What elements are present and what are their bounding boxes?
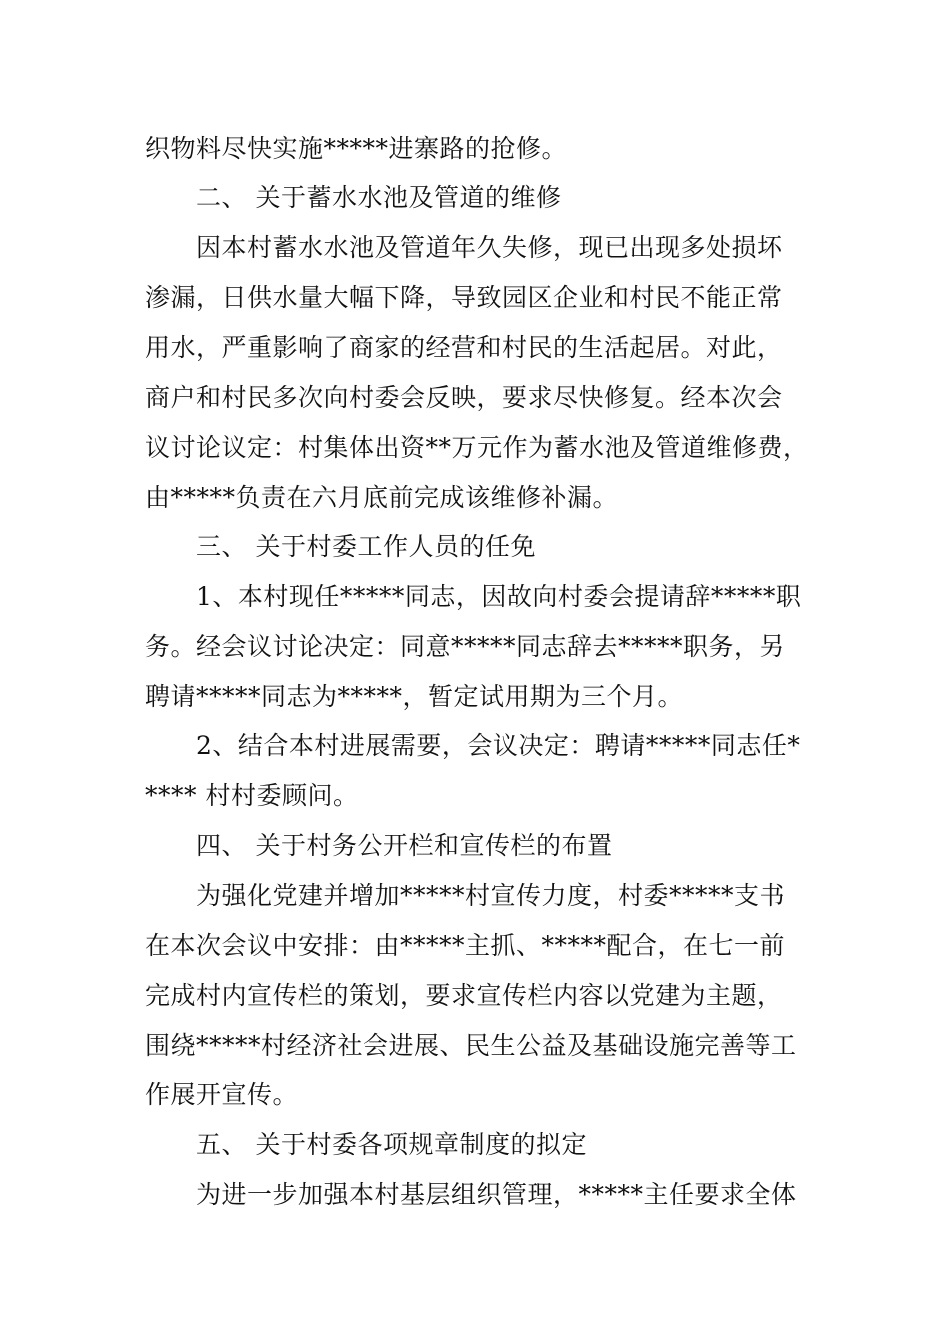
section-heading: 五、 关于村委各项规章制度的拟定 [196,1130,587,1159]
text-line: 织物料尽快实施*****进寨路的抢修。 [145,134,568,163]
text-line: 由*****负责在六月底前完成该维修补漏。 [145,483,619,512]
text-line: 作展开宣传。 [145,1080,299,1109]
text-line: 聘请*****同志为*****，暂定试用期为三个月。 [145,682,684,711]
text-line: 2、结合本村进展需要，会议决定：聘请*****同志任* [196,731,801,760]
text-line: 围绕*****村经济社会进展、民生公益及基础设施完善等工 [145,1031,797,1060]
text-line: 议讨论议定：村集体出资**万元作为蓄水池及管道维修费， [145,433,809,462]
text-line: 在本次会议中安排：由*****主抓、*****配合，在七一前 [145,931,786,960]
text-line: 务。经会议讨论决定：同意*****同志辞去*****职务，另 [145,632,786,661]
text-line: 为进一步加强本村基层组织管理，*****主任要求全体 [196,1180,797,1209]
text-line: 渗漏，日供水量大幅下降，导致园区企业和村民不能正常 [145,283,783,312]
text-line: 为强化党建并增加*****村宣传力度，村委*****支书 [196,881,786,910]
text-line: 用水，严重影响了商家的经营和村民的生活起居。对此， [145,333,783,362]
text-line: 1、本村现任*****同志，因故向村委会提请辞*****职 [196,582,802,611]
section-heading: 二、 关于蓄水水池及管道的维修 [196,183,562,212]
section-heading: 三、 关于村委工作人员的任免 [196,532,536,561]
text-line: 完成村内宣传栏的策划，要求宣传栏内容以党建为主题， [145,981,783,1010]
text-line: 商户和村民多次向村委会反映，要求尽快修复。经本次会 [145,383,783,412]
text-line: 因本村蓄水水池及管道年久失修，现已出现多处损坏 [196,233,783,262]
text-line: **** 村村委顾问。 [145,781,359,810]
section-heading: 四、 关于村务公开栏和宣传栏的布置 [196,831,613,860]
